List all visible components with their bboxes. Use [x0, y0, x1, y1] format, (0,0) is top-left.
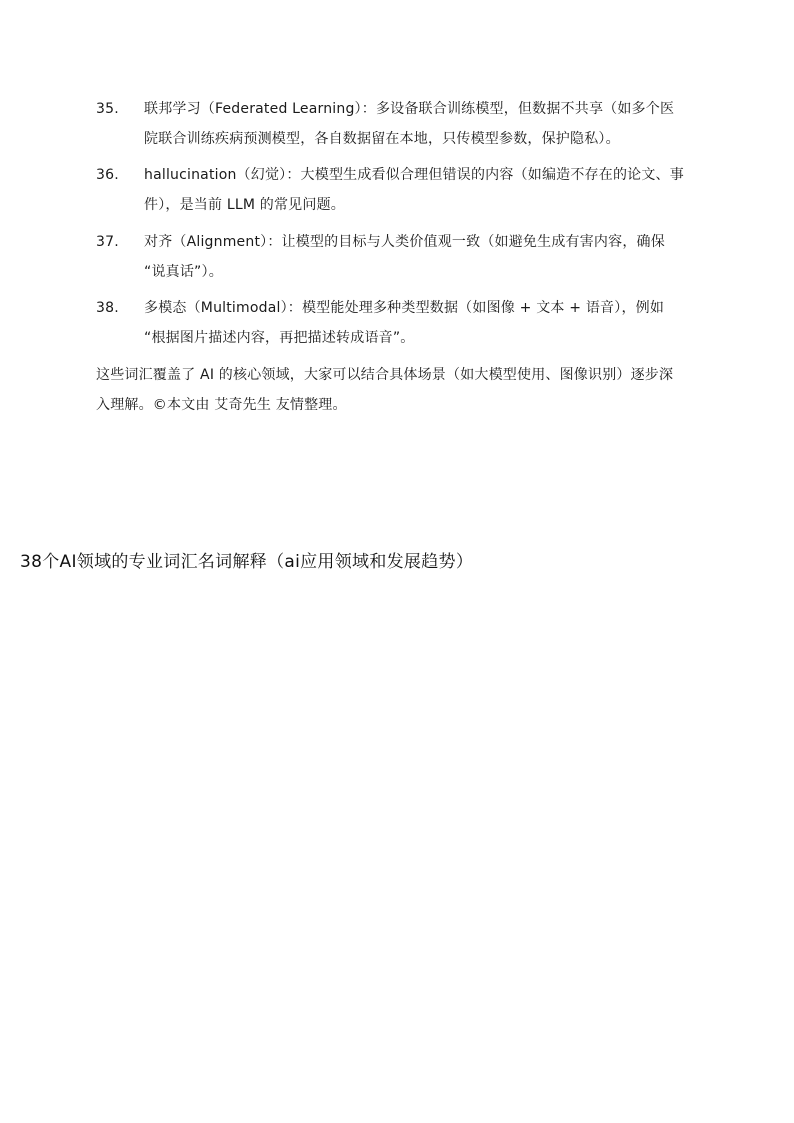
item-number: 38.	[96, 300, 119, 316]
item-number: 36.	[96, 167, 119, 183]
item-text	[144, 293, 706, 353]
item-text	[144, 94, 706, 154]
item-number: 37.	[96, 234, 119, 250]
item-text-line: “根据图片描述内容，再把描述转成语音”。	[144, 330, 415, 346]
item-text-line: 联邦学习（Federated Learning）：多设备联合训练模型，但数据不共享（如多个医	[144, 101, 675, 117]
item-text-line: 院联合训练疾病预测模型，各自数据留在本地，只传模型参数，保护隐私）。	[144, 131, 620, 147]
item-text-line: hallucination（幻觉）：大模型生成看似合理但错误的内容（如编造不存在的论文、事	[144, 167, 684, 183]
list-item-36	[96, 160, 706, 220]
item-text-line: 对齐（Alignment）：让模型的目标与人类价值观一致（如避免生成有害内容，确保	[144, 234, 665, 250]
list-item-38	[96, 293, 706, 353]
item-text	[144, 227, 706, 287]
list-item-37	[96, 227, 706, 287]
summary-paragraph	[96, 360, 716, 420]
list-item-35	[96, 94, 706, 154]
item-text-line: “说真话”）。	[144, 264, 223, 280]
item-text-line: 件），是当前 LLM 的常见问题。	[144, 197, 345, 213]
item-text-line: 多模态（Multimodal）：模型能处理多种类型数据（如图像 + 文本 + 语音），例如	[144, 300, 665, 316]
item-text	[144, 160, 706, 220]
item-number: 35.	[96, 101, 119, 117]
summary-line: 这些词汇覆盖了 AI 的核心领域，大家可以结合具体场景（如大模型使用、图像识别）逐步深	[96, 367, 674, 383]
summary-line: 入理解。©本文由 艾奇先生 友情整理。	[96, 397, 347, 413]
page-title: 38个AI领域的专业词汇名词解释（ai应用领域和发展趋势）	[20, 552, 474, 572]
